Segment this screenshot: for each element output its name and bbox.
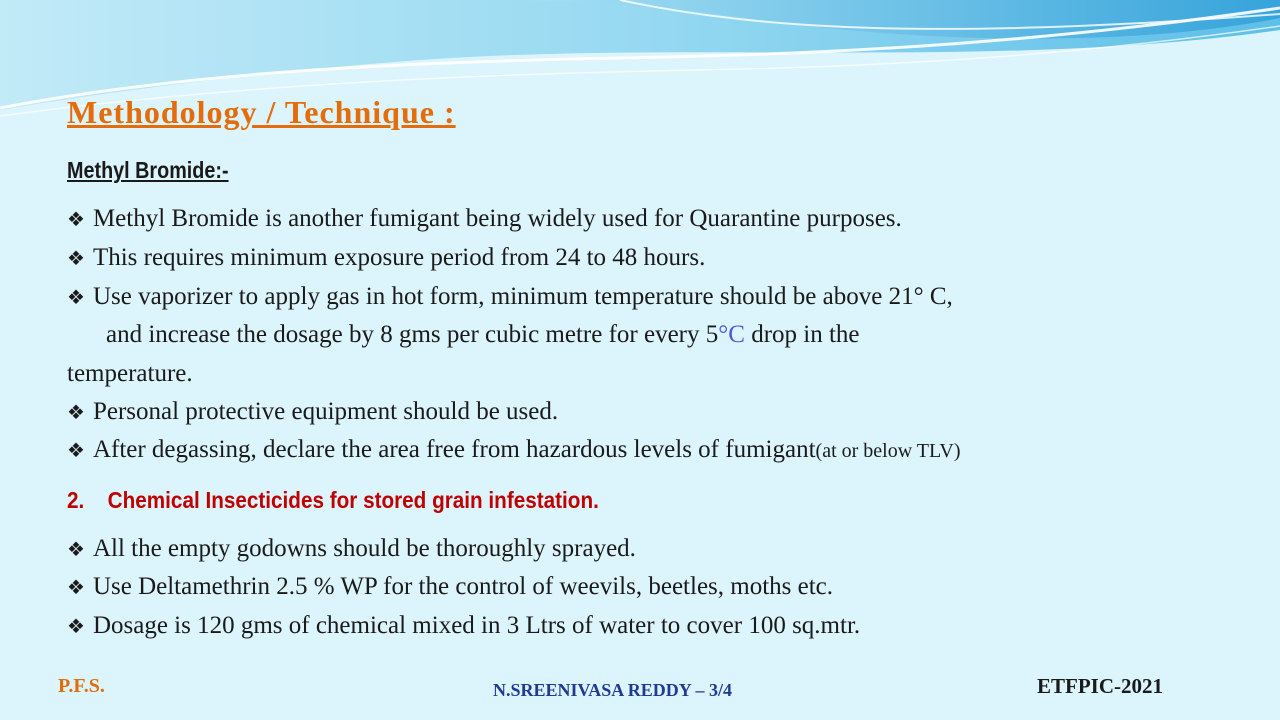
bullet-item — [67, 243, 705, 274]
section-subtitle-methyl-bromide: Methyl Bromide:- — [67, 157, 229, 183]
bullet-item — [67, 572, 833, 603]
diamond-bullet-icon: ❖ — [67, 209, 85, 231]
bullet-note-text: (at or below TLV) — [815, 440, 961, 462]
diamond-bullet-icon: ❖ — [67, 539, 85, 561]
bullet-item — [67, 282, 953, 313]
bullet-item — [67, 204, 902, 235]
bullet-text: Use Deltamethrin 2.5 % WP for the control of weevils, beetles, moths etc. — [92, 573, 834, 600]
bullet-text: Dosage is 120 gms of chemical mixed in 3 Ltrs of water to cover 100 sq.mtr. — [92, 612, 861, 639]
bullet-text: This requires minimum exposure period from 24 to 48 hours. — [92, 244, 706, 271]
bullet-item — [67, 435, 961, 466]
section-heading-text: Chemical Insecticides for stored grain infestation. — [107, 487, 599, 513]
bullet-text: drop in the — [744, 321, 860, 348]
section-heading-chemical-insecticides — [67, 487, 599, 514]
section-number: 2. — [67, 487, 85, 513]
bullet-item — [67, 534, 636, 565]
footer-left-label: P.F.S. — [58, 675, 105, 697]
bullet-continuation — [67, 359, 193, 389]
diamond-bullet-icon: ❖ — [67, 577, 85, 599]
bullet-item — [67, 611, 860, 642]
diamond-bullet-icon: ❖ — [67, 616, 85, 638]
footer-event-label: ETFPIC-2021 — [1037, 674, 1163, 698]
diamond-bullet-icon: ❖ — [67, 287, 85, 309]
bullet-text: temperature. — [67, 360, 193, 387]
bullet-text: After degassing, declare the area free from hazardous levels of fumigant — [92, 436, 816, 463]
bullet-continuation — [106, 320, 860, 350]
diamond-bullet-icon: ❖ — [67, 402, 85, 424]
bullet-text: Methyl Bromide is another fumigant being widely used for Quarantine purposes. — [92, 205, 902, 232]
slide-title: Methodology / Technique : — [67, 94, 456, 130]
bullet-text: All the empty godowns should be thoroughly sprayed. — [92, 535, 636, 562]
bullet-text: and increase the dosage by 8 gms per cubic metre for every 5 — [106, 321, 719, 348]
bullet-text: Personal protective equipment should be used. — [92, 398, 559, 425]
footer-author-page: N.SREENIVASA REDDY – 3/4 — [493, 680, 733, 700]
diamond-bullet-icon: ❖ — [67, 440, 85, 462]
bullet-item — [67, 397, 558, 428]
degree-celsius-text: °C — [718, 321, 745, 348]
bullet-text: Use vaporizer to apply gas in hot form, minimum temperature should be above 21° C, — [92, 283, 953, 310]
diamond-bullet-icon: ❖ — [67, 248, 85, 270]
